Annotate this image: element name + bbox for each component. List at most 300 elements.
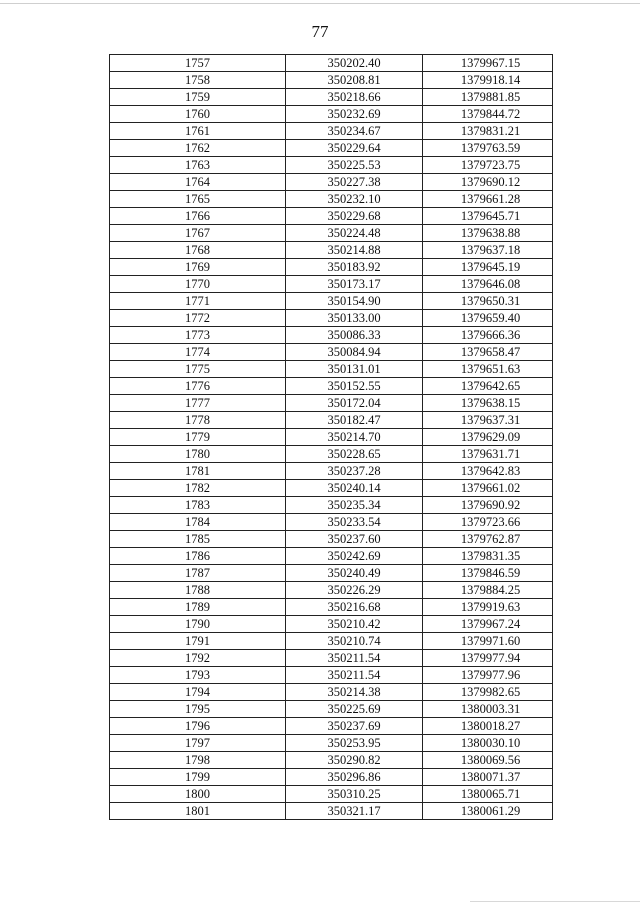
table-row (110, 633, 553, 650)
point-id-cell (110, 667, 286, 684)
y-coordinate-cell (423, 548, 553, 565)
x-coordinate-cell (286, 395, 423, 412)
y-coordinate-cell-text: 1379723.75 (460, 158, 521, 172)
x-coordinate-cell (286, 667, 423, 684)
x-coordinate-cell-text: 350237.28 (327, 464, 381, 478)
x-coordinate-cell (286, 531, 423, 548)
y-coordinate-cell (423, 174, 553, 191)
table-row (110, 310, 553, 327)
y-coordinate-cell-text: 1380018.27 (460, 719, 521, 733)
point-id-cell-text: 1768 (185, 243, 210, 257)
point-id-cell-text: 1782 (185, 481, 210, 495)
x-coordinate-cell (286, 803, 423, 820)
point-id-cell-text: 1785 (185, 532, 210, 546)
point-id-cell (110, 395, 286, 412)
y-coordinate-cell-text: 1379967.24 (460, 617, 521, 631)
point-id-cell (110, 412, 286, 429)
x-coordinate-cell (286, 106, 423, 123)
point-id-cell-text: 1772 (185, 311, 210, 325)
y-coordinate-cell-text: 1379637.18 (460, 243, 521, 257)
point-id-cell (110, 89, 286, 106)
x-coordinate-cell (286, 480, 423, 497)
point-id-cell (110, 191, 286, 208)
table-row (110, 582, 553, 599)
x-coordinate-cell-text: 350229.64 (327, 141, 381, 155)
x-coordinate-cell-text: 350229.68 (327, 209, 381, 223)
y-coordinate-cell-text: 1379638.15 (460, 396, 521, 410)
x-coordinate-cell-text: 350202.40 (327, 56, 381, 70)
x-coordinate-cell-text: 350225.53 (327, 158, 381, 172)
x-coordinate-cell-text: 350227.38 (327, 175, 381, 189)
table-row (110, 786, 553, 803)
x-coordinate-cell-text: 350210.74 (327, 634, 381, 648)
table-row (110, 106, 553, 123)
point-id-cell-text: 1774 (185, 345, 210, 359)
y-coordinate-cell (423, 89, 553, 106)
y-coordinate-cell-text: 1380061.29 (460, 804, 521, 818)
table-row (110, 327, 553, 344)
x-coordinate-cell (286, 225, 423, 242)
x-coordinate-cell-text: 350182.47 (327, 413, 381, 427)
x-coordinate-cell (286, 684, 423, 701)
y-coordinate-cell-text: 1379661.02 (460, 481, 521, 495)
y-coordinate-cell-text: 1379919.63 (460, 600, 521, 614)
y-coordinate-cell (423, 429, 553, 446)
coordinate-table (109, 54, 553, 820)
point-id-cell (110, 140, 286, 157)
y-coordinate-cell-text: 1379658.47 (460, 345, 521, 359)
x-coordinate-cell-text: 350232.69 (327, 107, 381, 121)
point-id-cell-text: 1792 (185, 651, 210, 665)
table-row (110, 769, 553, 786)
table-row (110, 599, 553, 616)
point-id-cell-text: 1794 (185, 685, 210, 699)
y-coordinate-cell (423, 463, 553, 480)
x-coordinate-cell (286, 378, 423, 395)
y-coordinate-cell-text: 1379971.60 (460, 634, 521, 648)
point-id-cell-text: 1761 (185, 124, 210, 138)
point-id-cell (110, 293, 286, 310)
x-coordinate-cell (286, 769, 423, 786)
point-id-cell (110, 701, 286, 718)
point-id-cell-text: 1797 (185, 736, 210, 750)
point-id-cell (110, 157, 286, 174)
page-number: 77 (311, 22, 329, 41)
x-coordinate-cell-text: 350290.82 (327, 753, 381, 767)
table-row (110, 174, 553, 191)
y-coordinate-cell-text: 1379884.25 (460, 583, 521, 597)
x-coordinate-cell (286, 565, 423, 582)
x-coordinate-cell (286, 191, 423, 208)
point-id-cell (110, 735, 286, 752)
y-coordinate-cell (423, 361, 553, 378)
point-id-cell (110, 55, 286, 72)
x-coordinate-cell (286, 276, 423, 293)
x-coordinate-cell (286, 701, 423, 718)
y-coordinate-cell (423, 531, 553, 548)
point-id-cell (110, 327, 286, 344)
y-coordinate-cell-text: 1379659.40 (460, 311, 521, 325)
point-id-cell-text: 1770 (185, 277, 210, 291)
point-id-cell-text: 1783 (185, 498, 210, 512)
y-coordinate-cell-text: 1379762.87 (460, 532, 521, 546)
y-coordinate-cell (423, 259, 553, 276)
x-coordinate-cell-text: 350237.60 (327, 532, 381, 546)
x-coordinate-cell (286, 89, 423, 106)
point-id-cell (110, 684, 286, 701)
x-coordinate-cell-text: 350235.34 (327, 498, 381, 512)
x-coordinate-cell (286, 633, 423, 650)
y-coordinate-cell (423, 225, 553, 242)
point-id-cell-text: 1773 (185, 328, 210, 342)
y-coordinate-cell-text: 1379645.19 (460, 260, 521, 274)
y-coordinate-cell-text: 1379631.71 (460, 447, 521, 461)
x-coordinate-cell (286, 174, 423, 191)
point-id-cell-text: 1788 (185, 583, 210, 597)
x-coordinate-cell-text: 350211.54 (327, 668, 381, 682)
point-id-cell-text: 1769 (185, 260, 210, 274)
x-coordinate-cell (286, 242, 423, 259)
table-row (110, 548, 553, 565)
y-coordinate-cell-text: 1379638.88 (460, 226, 521, 240)
y-coordinate-cell (423, 310, 553, 327)
point-id-cell-text: 1763 (185, 158, 210, 172)
table-row (110, 735, 553, 752)
y-coordinate-cell (423, 769, 553, 786)
y-coordinate-cell (423, 786, 553, 803)
point-id-cell-text: 1790 (185, 617, 210, 631)
x-coordinate-cell (286, 327, 423, 344)
y-coordinate-cell-text: 1380003.31 (460, 702, 521, 716)
y-coordinate-cell (423, 157, 553, 174)
point-id-cell (110, 769, 286, 786)
x-coordinate-cell (286, 514, 423, 531)
point-id-cell-text: 1791 (185, 634, 210, 648)
y-coordinate-cell (423, 497, 553, 514)
point-id-cell-text: 1775 (185, 362, 210, 376)
point-id-cell (110, 718, 286, 735)
y-coordinate-cell (423, 378, 553, 395)
table-row (110, 123, 553, 140)
point-id-cell (110, 599, 286, 616)
x-coordinate-cell-text: 350310.25 (327, 787, 381, 801)
x-coordinate-cell-text: 350228.65 (327, 447, 381, 461)
table-row (110, 684, 553, 701)
y-coordinate-cell (423, 293, 553, 310)
x-coordinate-cell (286, 72, 423, 89)
x-coordinate-cell-text: 350234.67 (327, 124, 381, 138)
x-coordinate-cell (286, 650, 423, 667)
point-id-cell (110, 259, 286, 276)
y-coordinate-cell-text: 1379666.36 (460, 328, 521, 342)
x-coordinate-cell-text: 350214.88 (327, 243, 381, 257)
table-row (110, 650, 553, 667)
point-id-cell-text: 1759 (185, 90, 210, 104)
table-row (110, 446, 553, 463)
point-id-cell (110, 72, 286, 89)
point-id-cell (110, 582, 286, 599)
y-coordinate-cell (423, 123, 553, 140)
table-row (110, 565, 553, 582)
x-coordinate-cell-text: 350224.48 (327, 226, 381, 240)
point-id-cell (110, 514, 286, 531)
point-id-cell-text: 1799 (185, 770, 210, 784)
point-id-cell (110, 752, 286, 769)
table-row (110, 72, 553, 89)
point-id-cell (110, 276, 286, 293)
point-id-cell-text: 1762 (185, 141, 210, 155)
point-id-cell-text: 1764 (185, 175, 210, 189)
x-coordinate-cell (286, 548, 423, 565)
point-id-cell-text: 1767 (185, 226, 210, 240)
y-coordinate-cell (423, 242, 553, 259)
point-id-cell (110, 803, 286, 820)
table-row (110, 395, 553, 412)
top-scan-rule (0, 3, 640, 4)
x-coordinate-cell (286, 123, 423, 140)
point-id-cell (110, 480, 286, 497)
point-id-cell-text: 1758 (185, 73, 210, 87)
y-coordinate-cell-text: 1379651.63 (460, 362, 521, 376)
point-id-cell (110, 106, 286, 123)
point-id-cell (110, 446, 286, 463)
x-coordinate-cell (286, 582, 423, 599)
point-id-cell-text: 1800 (185, 787, 210, 801)
point-id-cell (110, 650, 286, 667)
table-row (110, 701, 553, 718)
point-id-cell (110, 633, 286, 650)
y-coordinate-cell (423, 480, 553, 497)
y-coordinate-cell (423, 446, 553, 463)
table-row (110, 225, 553, 242)
y-coordinate-cell-text: 1379846.59 (460, 566, 521, 580)
y-coordinate-cell-text: 1379844.72 (460, 107, 521, 121)
y-coordinate-cell (423, 582, 553, 599)
x-coordinate-cell-text: 350214.70 (327, 430, 381, 444)
x-coordinate-cell-text: 350211.54 (327, 651, 381, 665)
table-row (110, 412, 553, 429)
x-coordinate-cell-text: 350237.69 (327, 719, 381, 733)
y-coordinate-cell-text: 1379977.96 (460, 668, 521, 682)
y-coordinate-cell-text: 1379723.66 (460, 515, 521, 529)
table-row (110, 514, 553, 531)
x-coordinate-cell (286, 412, 423, 429)
point-id-cell-text: 1786 (185, 549, 210, 563)
y-coordinate-cell (423, 701, 553, 718)
point-id-cell-text: 1781 (185, 464, 210, 478)
point-id-cell (110, 208, 286, 225)
table-row (110, 667, 553, 684)
x-coordinate-cell-text: 350183.92 (327, 260, 381, 274)
point-id-cell-text: 1757 (185, 56, 210, 70)
table-row (110, 89, 553, 106)
point-id-cell (110, 310, 286, 327)
y-coordinate-cell-text: 1379629.09 (460, 430, 521, 444)
table-row (110, 208, 553, 225)
x-coordinate-cell-text: 350133.00 (327, 311, 381, 325)
y-coordinate-cell-text: 1380069.56 (460, 753, 521, 767)
point-id-cell-text: 1777 (185, 396, 210, 410)
y-coordinate-cell (423, 667, 553, 684)
point-id-cell (110, 344, 286, 361)
y-coordinate-cell-text: 1380071.37 (460, 770, 521, 784)
table-row (110, 344, 553, 361)
x-coordinate-cell (286, 735, 423, 752)
x-coordinate-cell (286, 786, 423, 803)
table-row (110, 463, 553, 480)
y-coordinate-cell (423, 327, 553, 344)
table-row (110, 276, 553, 293)
point-id-cell-text: 1796 (185, 719, 210, 733)
x-coordinate-cell-text: 350225.69 (327, 702, 381, 716)
y-coordinate-cell-text: 1379831.35 (460, 549, 521, 563)
table-row (110, 497, 553, 514)
x-coordinate-cell-text: 350226.29 (327, 583, 381, 597)
x-coordinate-cell (286, 752, 423, 769)
y-coordinate-cell-text: 1379642.65 (460, 379, 521, 393)
y-coordinate-cell (423, 55, 553, 72)
x-coordinate-cell (286, 208, 423, 225)
table-row (110, 616, 553, 633)
y-coordinate-cell-text: 1379977.94 (460, 651, 521, 665)
x-coordinate-cell-text: 350152.55 (327, 379, 381, 393)
y-coordinate-cell (423, 191, 553, 208)
point-id-cell (110, 225, 286, 242)
y-coordinate-cell-text: 1380065.71 (460, 787, 521, 801)
table-row (110, 480, 553, 497)
y-coordinate-cell (423, 140, 553, 157)
point-id-cell (110, 378, 286, 395)
y-coordinate-cell-text: 1379690.92 (460, 498, 521, 512)
x-coordinate-cell (286, 497, 423, 514)
x-coordinate-cell (286, 463, 423, 480)
point-id-cell-text: 1798 (185, 753, 210, 767)
point-id-cell-text: 1778 (185, 413, 210, 427)
table-row (110, 259, 553, 276)
table-row (110, 140, 553, 157)
point-id-cell-text: 1765 (185, 192, 210, 206)
y-coordinate-cell (423, 344, 553, 361)
y-coordinate-cell-text: 1379881.85 (460, 90, 521, 104)
y-coordinate-cell (423, 276, 553, 293)
point-id-cell (110, 565, 286, 582)
x-coordinate-cell (286, 293, 423, 310)
x-coordinate-cell-text: 350154.90 (327, 294, 381, 308)
x-coordinate-cell (286, 361, 423, 378)
y-coordinate-cell-text: 1379918.14 (460, 73, 521, 87)
y-coordinate-cell (423, 735, 553, 752)
y-coordinate-cell-text: 1379982.65 (460, 685, 521, 699)
x-coordinate-cell (286, 140, 423, 157)
x-coordinate-cell-text: 350086.33 (327, 328, 381, 342)
x-coordinate-cell-text: 350218.66 (327, 90, 381, 104)
x-coordinate-cell-text: 350242.69 (327, 549, 381, 563)
point-id-cell (110, 242, 286, 259)
y-coordinate-cell (423, 633, 553, 650)
table-row (110, 531, 553, 548)
x-coordinate-cell-text: 350214.38 (327, 685, 381, 699)
x-coordinate-cell-text: 350210.42 (327, 617, 381, 631)
point-id-cell (110, 361, 286, 378)
table-row (110, 752, 553, 769)
y-coordinate-cell-text: 1379967.15 (460, 56, 521, 70)
y-coordinate-cell (423, 412, 553, 429)
y-coordinate-cell (423, 72, 553, 89)
y-coordinate-cell-text: 1379650.31 (460, 294, 521, 308)
y-coordinate-cell (423, 684, 553, 701)
table-row (110, 293, 553, 310)
point-id-cell-text: 1760 (185, 107, 210, 121)
point-id-cell-text: 1784 (185, 515, 210, 529)
y-coordinate-cell (423, 106, 553, 123)
x-coordinate-cell-text: 350172.04 (327, 396, 381, 410)
x-coordinate-cell (286, 157, 423, 174)
x-coordinate-cell-text: 350233.54 (327, 515, 381, 529)
point-id-cell (110, 497, 286, 514)
point-id-cell-text: 1771 (185, 294, 210, 308)
y-coordinate-cell (423, 803, 553, 820)
table-row (110, 429, 553, 446)
point-id-cell-text: 1795 (185, 702, 210, 716)
point-id-cell (110, 616, 286, 633)
bottom-scan-rule (470, 901, 640, 902)
point-id-cell-text: 1787 (185, 566, 210, 580)
y-coordinate-cell-text: 1379637.31 (460, 413, 521, 427)
table-row (110, 191, 553, 208)
point-id-cell-text: 1766 (185, 209, 210, 223)
table-row (110, 157, 553, 174)
x-coordinate-cell-text: 350216.68 (327, 600, 381, 614)
y-coordinate-cell (423, 616, 553, 633)
x-coordinate-cell-text: 350208.81 (327, 73, 381, 87)
point-id-cell-text: 1779 (185, 430, 210, 444)
x-coordinate-cell (286, 55, 423, 72)
point-id-cell (110, 463, 286, 480)
x-coordinate-cell-text: 350131.01 (327, 362, 381, 376)
y-coordinate-cell-text: 1379763.59 (460, 141, 521, 155)
table-row (110, 242, 553, 259)
y-coordinate-cell-text: 1380030.10 (460, 736, 521, 750)
point-id-cell-text: 1801 (185, 804, 210, 818)
y-coordinate-cell (423, 565, 553, 582)
y-coordinate-cell (423, 718, 553, 735)
x-coordinate-cell (286, 310, 423, 327)
x-coordinate-cell (286, 599, 423, 616)
x-coordinate-cell-text: 350173.17 (327, 277, 381, 291)
point-id-cell (110, 429, 286, 446)
table-row (110, 55, 553, 72)
x-coordinate-cell-text: 350240.49 (327, 566, 381, 580)
point-id-cell (110, 174, 286, 191)
y-coordinate-cell-text: 1379690.12 (460, 175, 521, 189)
y-coordinate-cell (423, 650, 553, 667)
y-coordinate-cell (423, 599, 553, 616)
x-coordinate-cell (286, 344, 423, 361)
y-coordinate-cell-text: 1379646.08 (460, 277, 521, 291)
point-id-cell-text: 1776 (185, 379, 210, 393)
point-id-cell-text: 1780 (185, 447, 210, 461)
x-coordinate-cell (286, 616, 423, 633)
y-coordinate-cell (423, 752, 553, 769)
x-coordinate-cell-text: 350321.17 (327, 804, 381, 818)
x-coordinate-cell-text: 350240.14 (327, 481, 381, 495)
x-coordinate-cell (286, 429, 423, 446)
y-coordinate-cell (423, 514, 553, 531)
y-coordinate-cell-text: 1379645.71 (460, 209, 521, 223)
x-coordinate-cell (286, 259, 423, 276)
x-coordinate-cell-text: 350296.86 (327, 770, 381, 784)
point-id-cell-text: 1789 (185, 600, 210, 614)
